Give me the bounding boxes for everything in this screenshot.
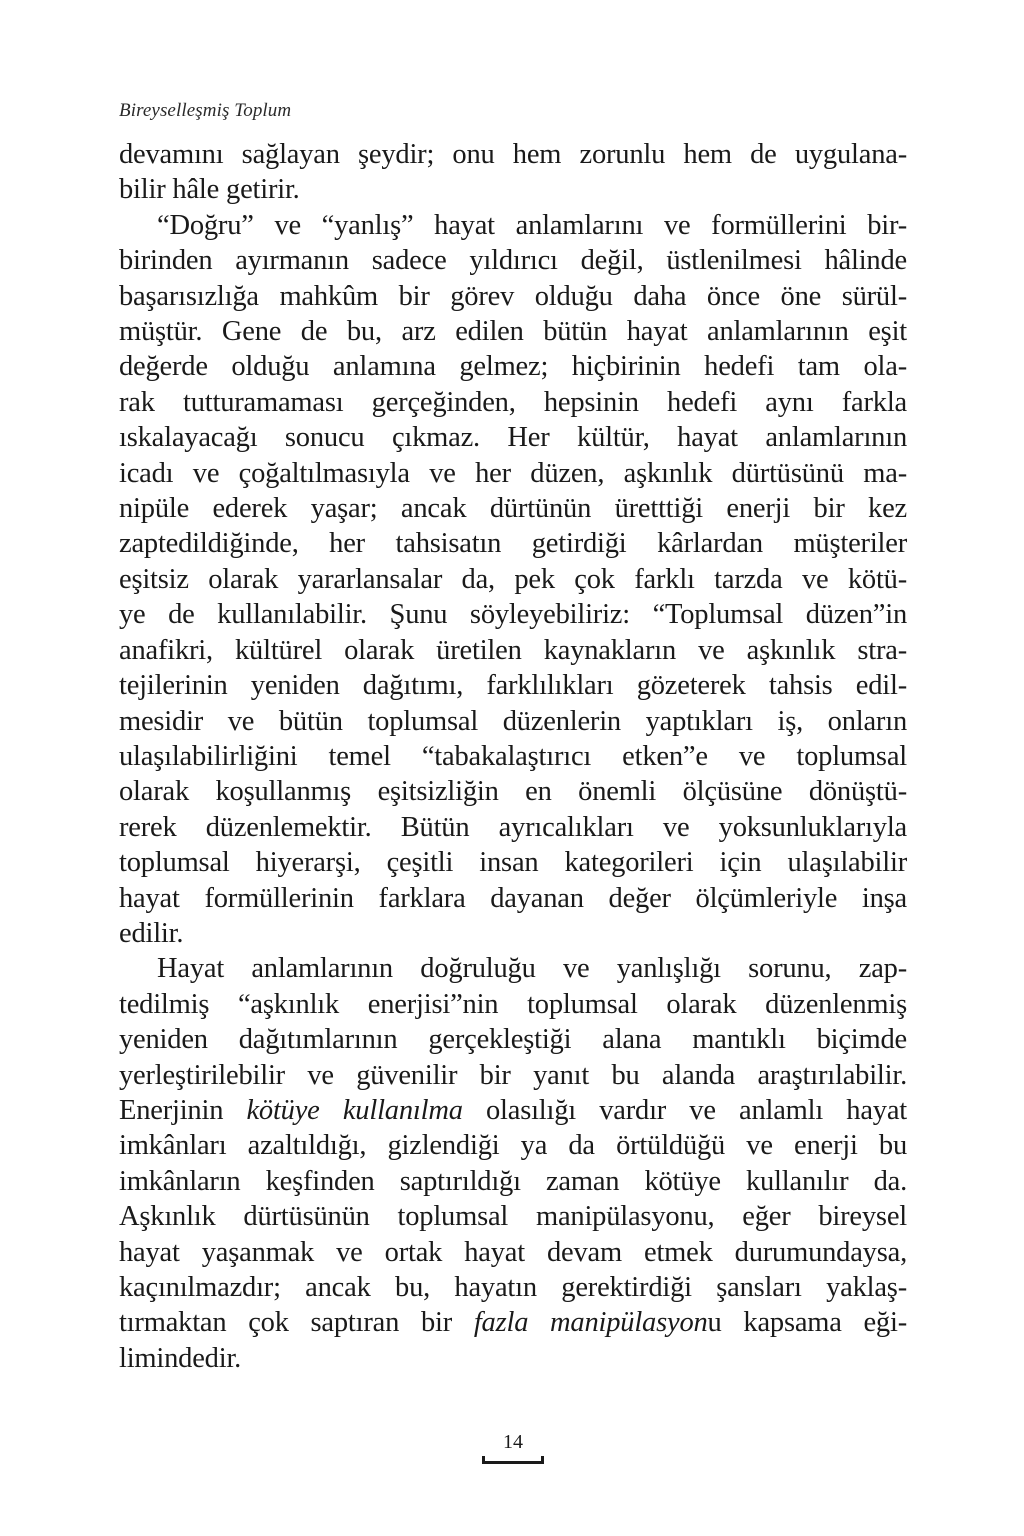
text-line: tedilmiş “aşkınlık enerjisi”nin toplumsal olarak düzenlenmiş <box>119 988 907 1020</box>
text-line: birinden ayırmanın sadece yıldırıcı değil, üstlenilmesi hâlinde <box>119 245 907 277</box>
text-line: hayat yaşanmak ve ortak hayat devam etmek durumundaysa, <box>119 1236 907 1268</box>
text-line: kaçınılmazdır; ancak bu, hayatın gerektirdiği şansları yaklaş- <box>119 1272 907 1303</box>
text-line <box>119 1093 907 1128</box>
text-line <box>119 1305 907 1340</box>
text-run: Enerjinin <box>119 1094 247 1126</box>
text-line: icadı ve çoğaltılmasıyla ve her düzen, aşkınlık dürtüsünü ma- <box>119 457 907 489</box>
folio-bracket-rule <box>482 1453 544 1464</box>
text-line: toplumsal hiyerarşi, çeşitli insan kategorileri için ulaşılabilir <box>119 847 907 879</box>
text-line: müştür. Gene de bu, arz edilen bütün hayat anlamlarının eşit <box>119 316 907 348</box>
text-line: olarak koşullanmış eşitsizliğin en önemli ölçüsüne dönüştü- <box>119 776 907 808</box>
page-number: 14 <box>503 1431 523 1453</box>
text-line: devamını sağlayan şeydir; onu hem zorunlu hem de uygulana- <box>119 139 907 170</box>
paragraph-start-line: Hayat anlamlarının doğruluğu ve yanlışlığı sorunu, zap- <box>157 953 907 985</box>
running-header: Bireyselleşmiş Toplum <box>119 100 292 121</box>
text-line: mesidir ve bütün toplumsal düzenlerin yaptıkları iş, onların <box>119 705 907 737</box>
text-line: eşitsiz olarak yararlansalar da, pek çok farklı tarzda ve kötü- <box>119 563 907 595</box>
page-folio <box>482 1432 544 1464</box>
text-line: tejilerinin yeniden dağıtımı, farklılıkları gözeterek tahsis edil- <box>119 670 907 702</box>
body-text <box>119 137 907 1376</box>
text-run: tırmaktan çok saptıran bir <box>119 1307 474 1339</box>
text-run: u kapsama eği- <box>707 1307 907 1339</box>
text-line: limindedir. <box>119 1342 242 1374</box>
italic-phrase: kötüye kullanılma <box>246 1094 463 1126</box>
text-line: değerde olduğu anlamına gelmez; hiçbirinin hedefi tam ola- <box>119 351 907 383</box>
text-line: bilir hâle getirir. <box>119 174 300 206</box>
text-line: ulaşılabilirliğini temel “tabakalaştırıcı etken”e ve toplumsal <box>119 740 907 772</box>
text-line: ye de kullanılabilir. Şunu söyleyebiliriz: “Toplumsal düzen”in <box>119 599 907 631</box>
text-line: imkânların keşfinden saptırıldığı zaman kötüye kullanılır da. <box>119 1165 907 1197</box>
text-line: ıskalayacağı sonucu çıkmaz. Her kültür, hayat anlamlarının <box>119 422 907 454</box>
text-line: Aşkınlık dürtüsünün toplumsal manipülasyonu, eğer bireysel <box>119 1201 907 1233</box>
text-line: anafikri, kültürel olarak üretilen kaynakların ve aşkınlık stra- <box>119 634 907 666</box>
text-line: yerleştirilebilir ve güvenilir bir yanıt bu alanda araştırılabilir. <box>119 1059 907 1091</box>
text-line: nipüle ederek yaşar; ancak dürtünün üretttiği enerji bir kez <box>119 493 907 525</box>
italic-phrase: fazla manipülasyon <box>473 1307 708 1339</box>
text-line: hayat formüllerinin farklara dayanan değer ölçümleriyle inşa <box>119 882 907 914</box>
text-line: yeniden dağıtımlarının gerçekleştiği alana mantıklı biçimde <box>119 1024 907 1056</box>
text-line: rak tutturamaması gerçeğinden, hepsinin hedefi aynı farkla <box>119 386 907 418</box>
text-line: rerek düzenlemektir. Bütün ayrıcalıkları ve yoksunluklarıyla <box>119 811 907 843</box>
text-line: imkânları azaltıldığı, gizlendiği ya da örtüldüğü ve enerji bu <box>119 1130 907 1162</box>
text-line: zaptedildiğinde, her tahsisatın getirdiği kârlardan müşteriler <box>119 528 907 560</box>
text-run: olasılığı vardır ve anlamlı hayat <box>462 1094 908 1126</box>
text-line: edilir. <box>119 917 184 949</box>
text-line: başarısızlığa mahkûm bir görev olduğu daha önce öne sürül- <box>119 280 907 312</box>
paragraph-start-line: “Doğru” ve “yanlış” hayat anlamlarını ve formüllerini bir- <box>157 209 907 241</box>
